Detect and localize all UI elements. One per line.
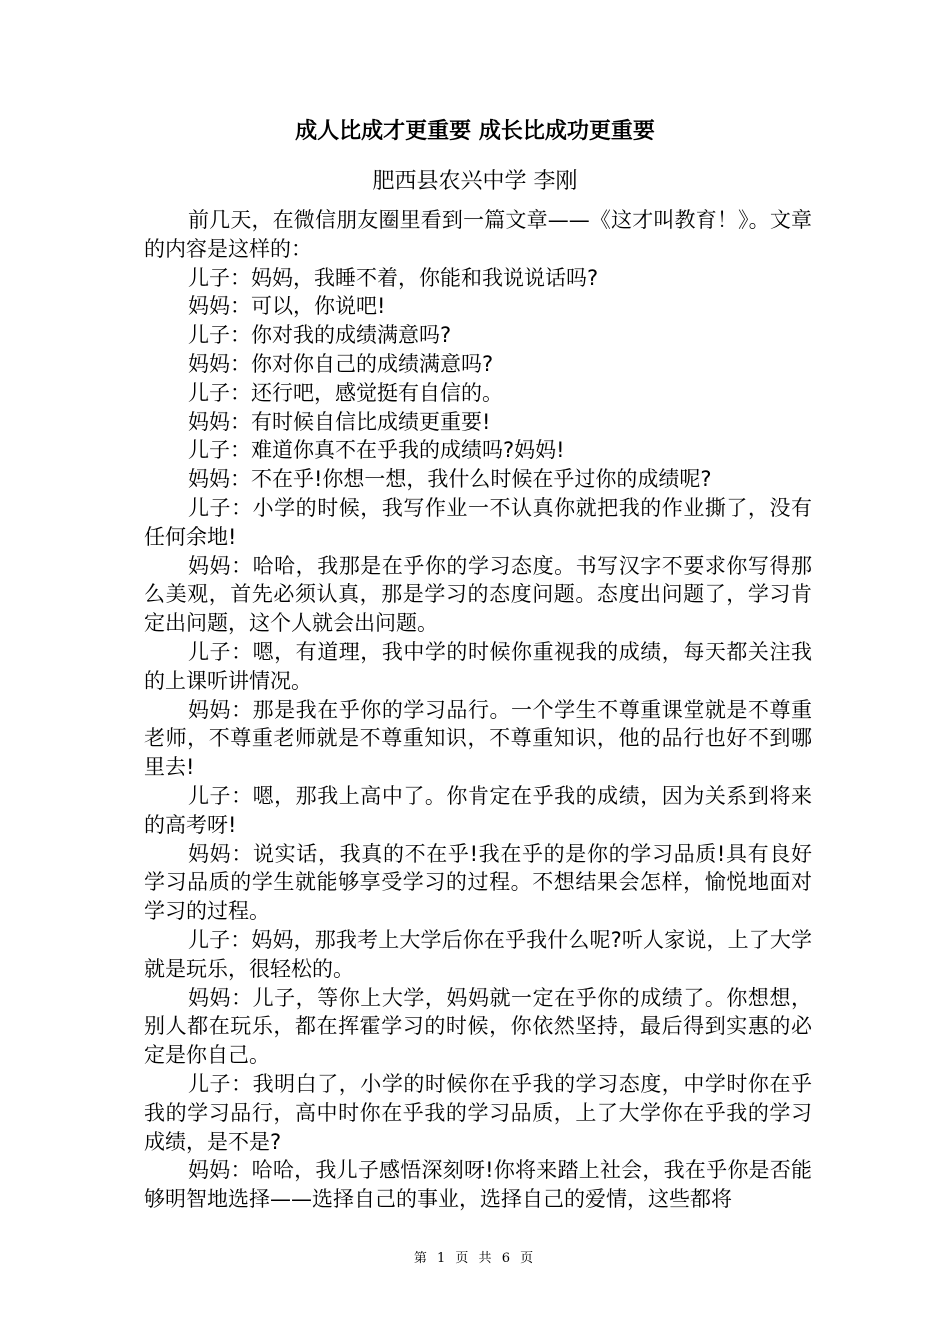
paragraph: 儿子：我明白了，小学的时候你在乎我的学习态度，中学时你在乎我的学习品行，高中时你在乎我的学习品质，上了大学你在乎我的学习成绩，是不是? [144, 1071, 812, 1154]
paragraph: 儿子：你对我的成绩满意吗? [188, 323, 452, 348]
paragraph: 儿子：嗯，有道理，我中学的时候你重视我的成绩，每天都关注我的上课听讲情况。 [144, 639, 812, 693]
paragraph: 儿子：嗯，那我上高中了。你肯定在乎我的成绩，因为关系到将来的高考呀! [144, 783, 812, 837]
document-body [144, 206, 812, 1214]
paragraph: 儿子：妈妈，那我考上大学后你在乎我什么呢?听人家说，上了大学就是玩乐，很轻松的。 [144, 927, 812, 981]
paragraph: 妈妈：可以，你说吧! [188, 294, 386, 319]
paragraph: 儿子：难道你真不在乎我的成绩吗?妈妈! [188, 438, 565, 463]
paragraph: 妈妈：不在乎!你想一想，我什么时候在乎过你的成绩呢? [188, 467, 712, 492]
document-title: 成人比成才更重要 成长比成功更重要 [295, 119, 655, 144]
document-author: 肥西县农兴中学 李刚 [372, 169, 578, 194]
paragraph: 儿子：妈妈，我睡不着，你能和我说说话吗? [188, 265, 599, 290]
paragraph: 儿子：小学的时候，我写作业一不认真你就把我的作业撕了，没有任何余地! [144, 495, 812, 549]
paragraph: 妈妈：有时候自信比成绩更重要! [188, 409, 491, 434]
paragraph: 儿子：还行吧，感觉挺有自信的。 [188, 380, 503, 405]
paragraph: 妈妈：儿子，等你上大学，妈妈就一定在乎你的成绩了。你想想，别人都在玩乐，都在挥霍学习的时候，你依然坚持，最后得到实惠的必定是你自己。 [144, 985, 812, 1068]
paragraph: 妈妈：哈哈，我那是在乎你的学习态度。书写汉字不要求你写得那么美观，首先必须认真，那是学习的态度问题。态度出问题了，学习肯定出问题，这个人就会出问题。 [144, 553, 812, 636]
paragraph: 妈妈：你对你自己的成绩满意吗? [188, 351, 494, 376]
paragraph: 妈妈：哈哈，我儿子感悟深刻呀!你将来踏上社会，我在乎你是否能够明智地选择——选择自己的事业，选择自己的爱情，这些都将 [144, 1158, 812, 1212]
paragraph: 前几天，在微信朋友圈里看到一篇文章——《这才叫教育！》。文章的内容是这样的： [144, 208, 812, 261]
paragraph: 妈妈：那是我在乎你的学习品行。一个学生不尊重课堂就是不尊重老师，不尊重老师就是不尊重知识，不尊重知识，他的品行也好不到哪里去! [144, 697, 812, 780]
paragraph: 妈妈：说实话，我真的不在乎!我在乎的是你的学习品质!具有良好学习品质的学生就能够享受学习的过程。不想结果会怎样，愉悦地面对学习的过程。 [144, 841, 812, 924]
page-footer: 第 1 页 共 6 页 [413, 1251, 537, 1266]
